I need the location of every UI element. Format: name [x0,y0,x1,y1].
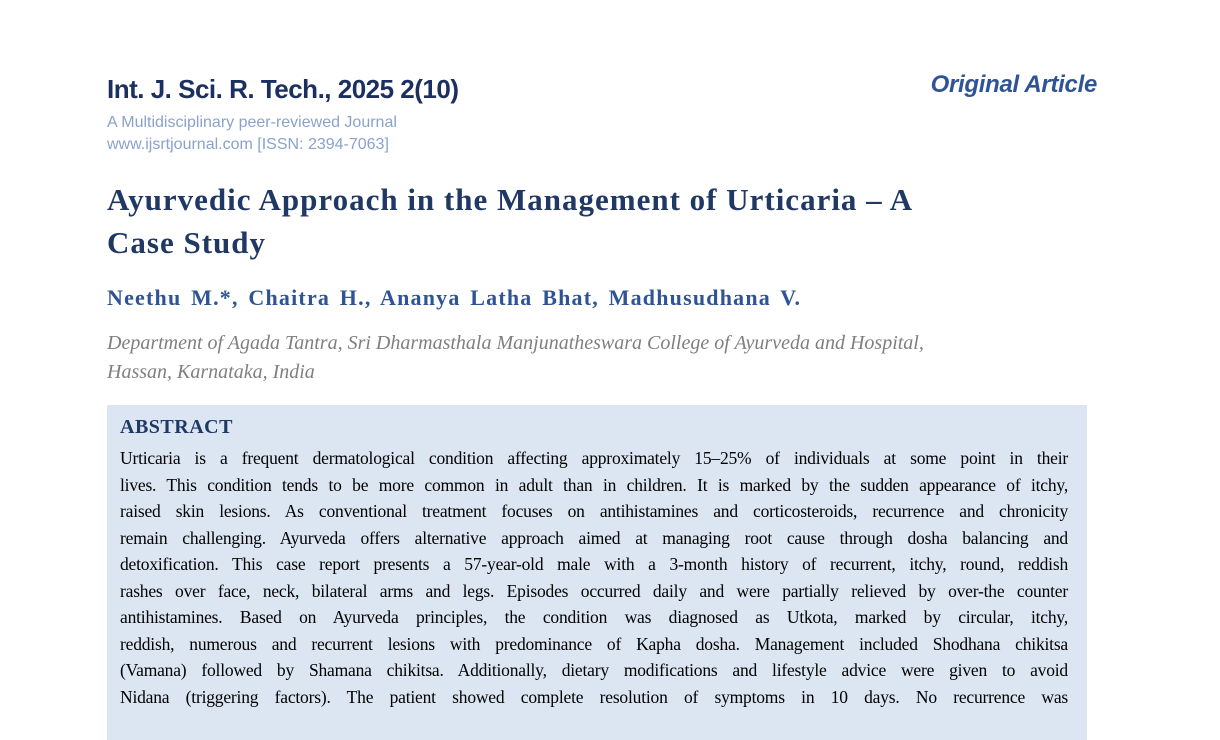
journal-subtitle: A Multidisciplinary peer-reviewed Journal [107,114,397,131]
article-type-label: Original Article [930,71,1097,98]
authors-line: Neethu M.*, Chaitra H., Ananya Latha Bhat, Madhusudhana V. [107,285,802,310]
abstract-text-line: detoxification. This case report presents a 57-year-old male with a 3-month history of recurrent, itchy, round, reddish [120,554,1068,574]
abstract-text-line: lives. This condition tends to be more common in adult than in children. It is marked by the sudden appearance of itchy, [120,474,1068,495]
affiliation-line: Department of Agada Tantra, Sri Dharmasthala Manjunatheswara College of Ayurveda and Hospital, [107,332,924,354]
abstract-text-line: (Vamana) followed by Shamana chikitsa. Additionally, dietary modifications and lifestyle advice were given to avoid [120,660,1068,680]
article-title [107,178,1107,264]
abstract-text-line: Nidana (triggering factors). The patient showed complete resolution of symptoms in 10 days. No recurrence was [120,686,1068,707]
article-title-line: Ayurvedic Approach in the Management of Urticaria – A [107,182,914,217]
abstract-section [107,405,1087,740]
abstract-text-line: remain challenging. Ayurveda offers alternative approach aimed at managing root cause through dosha balancing and [120,527,1068,548]
journal-title: Int. J. Sci. R. Tech., 2025 2(10) [107,74,459,104]
journal-header [107,74,459,156]
article-title-line: Case Study [107,225,267,260]
abstract-text-line: raised skin lesions. As conventional treatment focuses on antihistamines and corticosteroids, recurrence and chronicity [120,501,1068,521]
abstract-text-line: reddish, numerous and recurrent lesions with predominance of Kapha dosha. Management included Shodhana chikitsa [120,633,1068,654]
abstract-text-line: antihistamines. Based on Ayurveda principles, the condition was diagnosed as Utkota, marked by circular, itchy, [120,607,1068,627]
journal-website: www.ijsrtjournal.com [ISSN: 2394-7063] [107,136,389,153]
affiliation-line: Hassan, Karnataka, India [107,360,315,383]
abstract-text-line: rashes over face, neck, bilateral arms and legs. Episodes occurred daily and were partially relieved by over-the counter [120,580,1068,601]
abstract-heading: ABSTRACT [120,416,233,438]
affiliation [107,329,1067,386]
abstract-text-line: Urticaria is a frequent dermatological condition affecting approximately 15–25% of individuals at some point in their [120,448,1068,468]
